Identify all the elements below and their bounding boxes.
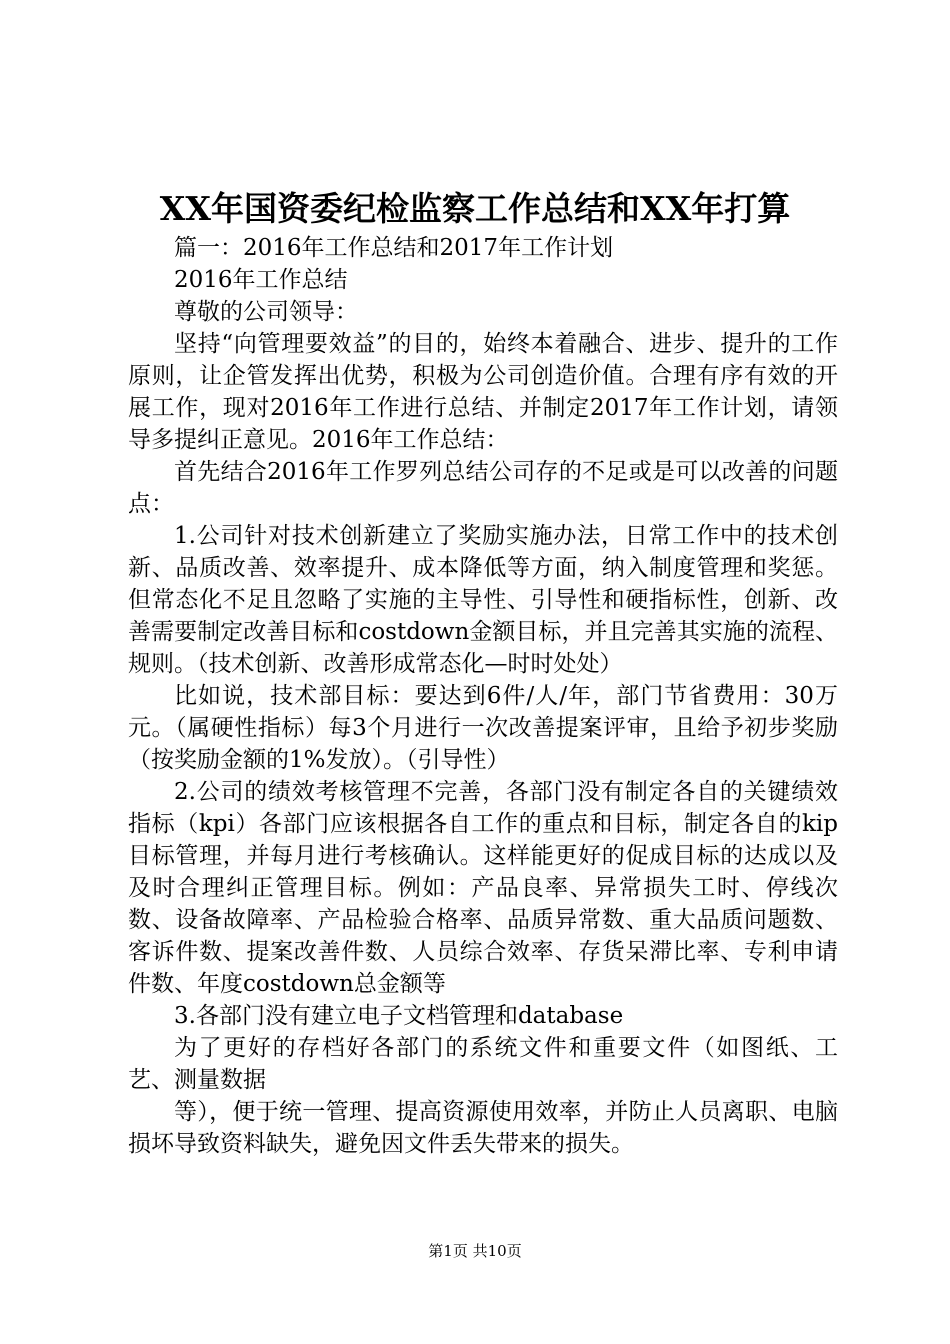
page-indicator: 第1页 共10页 (428, 1242, 522, 1260)
document-title: XX年国资委纪检监察工作总结和XX年打算 (159, 189, 791, 228)
paragraph-item-3: 3.各部门没有建立电子文档管理和database (174, 1003, 624, 1029)
paragraph-salutation: 尊敬的公司领导： (174, 299, 358, 325)
paragraph-example: 比如说，技术部目标：要达到6件/人/年，部门节省费用：30万元。（属硬性指标）每3个月进行一次改善提案评审，且给予初步奖励（按奖励金额的1%发放）。（引导性） (128, 683, 838, 773)
paragraph-intro: 坚持“向管理要效益”的目的，始终本着融合、进步、提升的工作原则，让企管发挥出优势，积极为公司创造价值。合理有序有效的开展工作，现对2016年工作进行总结、并制定2017年工作计划，请领导多提纠正意见。2016年工作总结： (128, 331, 838, 453)
paragraph-section-heading: 篇一：2016年工作总结和2017年工作计划 (174, 235, 614, 261)
document-body (128, 232, 838, 1160)
paragraph-archive-purpose: 为了更好的存档好各部门的系统文件和重要文件（如图纸、工艺、测量数据 (128, 1035, 838, 1093)
paragraph-item-2: 2.公司的绩效考核管理不完善，各部门没有制定各自的关键绩效指标（kpi）各部门应该根据各自工作的重点和目标，制定各自的kip目标管理，并每月进行考核确认。这样能更好的促成目标的达成以及及时合理纠正管理目标。例如：产品良率、异常损失工时、停线次数、设备故障率、产品检验合格率、品质异常数、重大品质问题数、客诉件数、提案改善件数、人员综合效率、存货呆滞比率、专利申请件数、年度costdown总金额等 (128, 779, 838, 997)
paragraph-archive-benefits: 等），便于统一管理、提高资源使用效率，并防止人员离职、电脑损坏导致资料缺失，避免因文件丢失带来的损失。 (128, 1099, 838, 1157)
paragraph-item-1: 1.公司针对技术创新建立了奖励实施办法，日常工作中的技术创新、品质改善、效率提升、成本降低等方面，纳入制度管理和奖惩。但常态化不足且忽略了实施的主导性、引导性和硬指标性，创新、改善需要制定改善目标和costdown金额目标，并且完善其实施的流程、规则。（技术创新、改善形成常态化—时时处处） (128, 523, 838, 677)
paragraph-subheading: 2016年工作总结 (174, 267, 348, 293)
paragraph-problems-intro: 首先结合2016年工作罗列总结公司存的不足或是可以改善的问题点： (128, 459, 838, 517)
